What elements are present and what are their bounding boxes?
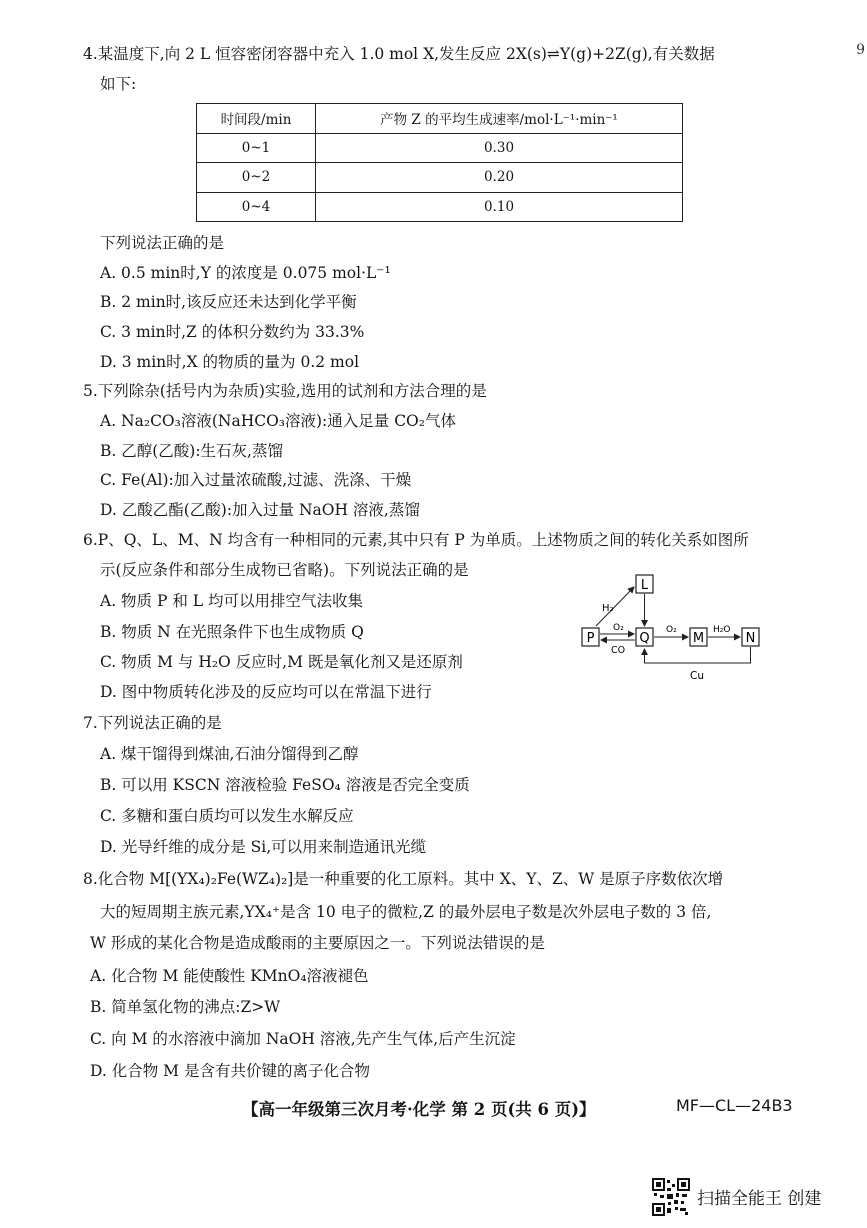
q7-option-a: A. 煤干馏得到煤油,石油分馏得到乙醇 <box>100 745 359 763</box>
q4-stem-line1: 4.某温度下,向 2 L 恒容密闭容器中充入 1.0 mol X,发生反应 2X(s)⇌Y(g)+2Z(g),有关数据 <box>83 45 715 63</box>
table-cell: 0~4 <box>197 192 316 222</box>
table-header: 时间段/min <box>197 104 316 134</box>
conversion-diagram <box>580 573 770 685</box>
q4-option-b: B. 2 min时,该反应还未达到化学平衡 <box>100 293 357 311</box>
node-n: N <box>745 631 756 646</box>
q6-stem-line2: 示(反应条件和部分生成物已省略)。下列说法正确的是 <box>100 561 469 579</box>
q7-option-b: B. 可以用 KSCN 溶液检验 FeSO₄ 溶液是否完全变质 <box>100 776 470 794</box>
q5-option-b: B. 乙醇(乙酸):生石灰,蒸馏 <box>100 442 283 460</box>
label-co: CO <box>611 645 626 656</box>
arrow-n-to-q <box>645 647 751 663</box>
q8-stem-line1: 8.化合物 M[(YX₄)₂Fe(WZ₄)₂]是一种重要的化工原料。其中 X、Y、Z、W 是原子序数依次增 <box>83 870 724 888</box>
q8-option-b: B. 简单氢化物的沸点:Z>W <box>90 998 281 1016</box>
rate-table <box>196 103 683 222</box>
node-l: L <box>640 578 649 593</box>
label-cu: Cu <box>690 670 704 682</box>
q5-option-a: A. Na₂CO₃溶液(NaHCO₃溶液):通入足量 CO₂气体 <box>100 412 456 430</box>
q6-option-b: B. 物质 N 在光照条件下也生成物质 Q <box>100 623 364 641</box>
table-header-row <box>197 104 683 134</box>
label-h2: H₂ <box>602 603 614 614</box>
q5-option-c: C. Fe(Al):加入过量浓硫酸,过滤、洗涤、干燥 <box>100 471 412 489</box>
q6-option-d: D. 图中物质转化涉及的反应均可以在常温下进行 <box>100 683 432 701</box>
node-m: M <box>692 631 705 646</box>
q7-stem: 7.下列说法正确的是 <box>83 714 222 732</box>
footer-code: MF—CL—24B3 <box>676 1096 793 1115</box>
label-h2o: H₂O <box>713 625 731 635</box>
page-marker: 9 <box>856 42 865 58</box>
q5-stem: 5.下列除杂(括号内为杂质)实验,选用的试剂和方法合理的是 <box>83 382 487 400</box>
q4-option-d: D. 3 min时,X 的物质的量为 0.2 mol <box>100 353 360 371</box>
footer-title: 【高一年级第三次月考·化学 第 2 页(共 6 页)】 <box>242 1100 596 1119</box>
q6-stem-line1: 6.P、Q、L、M、N 均含有一种相同的元素,其中只有 P 为单质。上述物质之间的转化关系如图所 <box>83 531 749 549</box>
node-p: P <box>586 631 595 646</box>
q4-stem-line2: 如下: <box>100 75 137 93</box>
scanner-watermark: 扫描全能王 创建 <box>697 1189 822 1209</box>
q4-prompt: 下列说法正确的是 <box>100 234 225 252</box>
node-q: Q <box>639 631 650 646</box>
q8-option-a: A. 化合物 M 能使酸性 KMnO₄溶液褪色 <box>90 967 369 985</box>
q8-option-d: D. 化合物 M 是含有共价键的离子化合物 <box>90 1062 370 1080</box>
table-cell: 0.30 <box>316 133 683 163</box>
q4-option-a: A. 0.5 min时,Y 的浓度是 0.075 mol·L⁻¹ <box>100 264 391 282</box>
q7-option-c: C. 多糖和蛋白质均可以发生水解反应 <box>100 807 354 825</box>
table-cell: 0~2 <box>197 163 316 193</box>
table-row <box>197 163 683 193</box>
q6-option-c: C. 物质 M 与 H₂O 反应时,M 既是氧化剂又是还原剂 <box>100 653 463 671</box>
label-o2-b: O₂ <box>666 625 677 635</box>
q7-option-d: D. 光导纤维的成分是 Si,可以用来制造通讯光缆 <box>100 838 427 856</box>
table-header: 产物 Z 的平均生成速率/mol·L⁻¹·min⁻¹ <box>316 104 683 134</box>
table-row <box>197 192 683 222</box>
q5-option-d: D. 乙酸乙酯(乙酸):加入过量 NaOH 溶液,蒸馏 <box>100 501 420 519</box>
q6-option-a: A. 物质 P 和 L 均可以用排空气法收集 <box>100 592 363 610</box>
label-o2-a: O₂ <box>613 623 624 633</box>
q8-option-c: C. 向 M 的水溶液中滴加 NaOH 溶液,先产生气体,后产生沉淀 <box>90 1030 516 1048</box>
table-cell: 0.20 <box>316 163 683 193</box>
q8-stem-line3: W 形成的某化合物是造成酸雨的主要原因之一。下列说法错误的是 <box>90 934 545 952</box>
table-cell: 0~1 <box>197 133 316 163</box>
q8-stem-line2: 大的短周期主族元素,YX₄⁺是含 10 电子的微粒,Z 的最外层电子数是次外层电子数的 3 倍, <box>100 903 712 921</box>
qr-code-icon <box>652 1178 690 1216</box>
q4-option-c: C. 3 min时,Z 的体积分数约为 33.3% <box>100 323 365 341</box>
conversion-diagram-svg <box>580 573 770 685</box>
table-cell: 0.10 <box>316 192 683 222</box>
table-row <box>197 133 683 163</box>
